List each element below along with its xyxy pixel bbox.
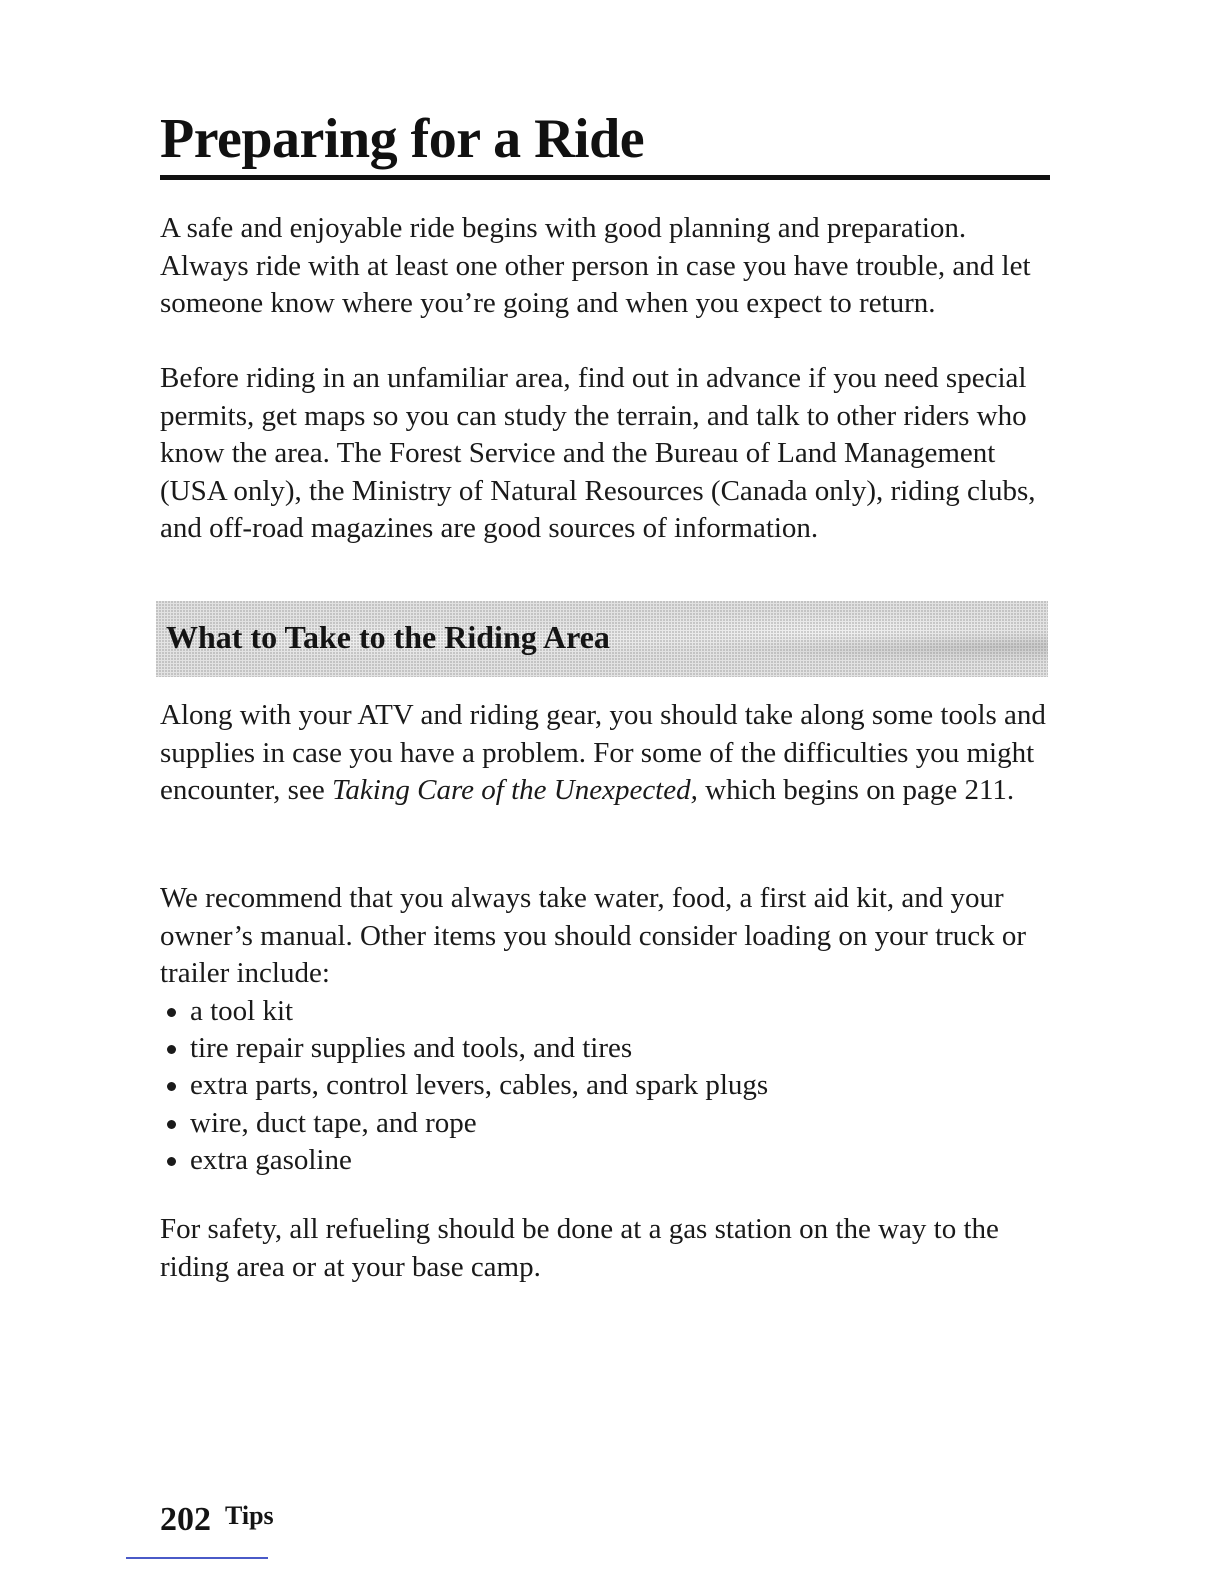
list-item — [160, 1142, 768, 1179]
intro-paragraph: A safe and enjoyable ride begins with good planning and preparation. Always ride with at least one other person in case you have trouble, and let someone know where you’re going and when you expect to return. — [160, 212, 1031, 319]
bullet-icon — [167, 1157, 176, 1166]
bullet-icon — [167, 1120, 176, 1129]
list-item-text: wire, duct tape, and rope — [190, 1106, 477, 1139]
page-footer — [160, 1500, 274, 1542]
list-item — [160, 1067, 768, 1104]
cross-reference-title: Taking Care of the Unexpected, — [331, 774, 698, 806]
title-rule — [160, 175, 1050, 180]
recommend-paragraph: We recommend that you always take water, food, a first aid kit, and your owner’s manual. Other items you should consider loading on your truck or trailer include: — [160, 882, 1027, 989]
page-title: Preparing for a Ride — [160, 108, 645, 170]
list-item-text: extra gasoline — [190, 1143, 352, 1176]
list-item — [160, 993, 768, 1030]
section-heading-band — [156, 601, 1048, 677]
list-item — [160, 1030, 768, 1067]
bullet-icon — [167, 1008, 176, 1017]
safety-paragraph: For safety, all refueling should be done at a gas station on the way to the riding area or at your base camp. — [160, 1213, 999, 1283]
list-item-text: extra parts, control levers, cables, and spark plugs — [190, 1069, 769, 1102]
list-item-text: a tool kit — [190, 995, 294, 1027]
section-heading: What to Take to the Riding Area — [166, 619, 610, 655]
items-list — [160, 993, 768, 1179]
scan-edge-line — [126, 1557, 268, 1559]
gear-text-after: which begins on page 211. — [697, 774, 1015, 806]
list-item-text: tire repair supplies and tools, and tires — [190, 1032, 633, 1065]
planning-paragraph: Before riding in an unfamiliar area, find out in advance if you need special permits, get maps so you can study the terrain, and talk to other riders who know the area. The Forest Service and the Bureau of Land Management (USA only), the Ministry of Natural Resources (Canada only), riding clubs, and off-road magazines are good sources of information. — [160, 362, 1036, 544]
footer-section-name: Tips — [225, 1501, 274, 1530]
gear-paragraph — [160, 697, 1060, 810]
page-number: 202 — [160, 1501, 211, 1538]
bullet-icon — [167, 1045, 176, 1054]
bullet-icon — [167, 1082, 176, 1091]
gear-text-before: Along with your ATV and riding gear, you should take along some tools and supplies in case you have a problem. For some of the difficulties you might encounter, see — [160, 699, 1046, 806]
list-item — [160, 1105, 768, 1142]
